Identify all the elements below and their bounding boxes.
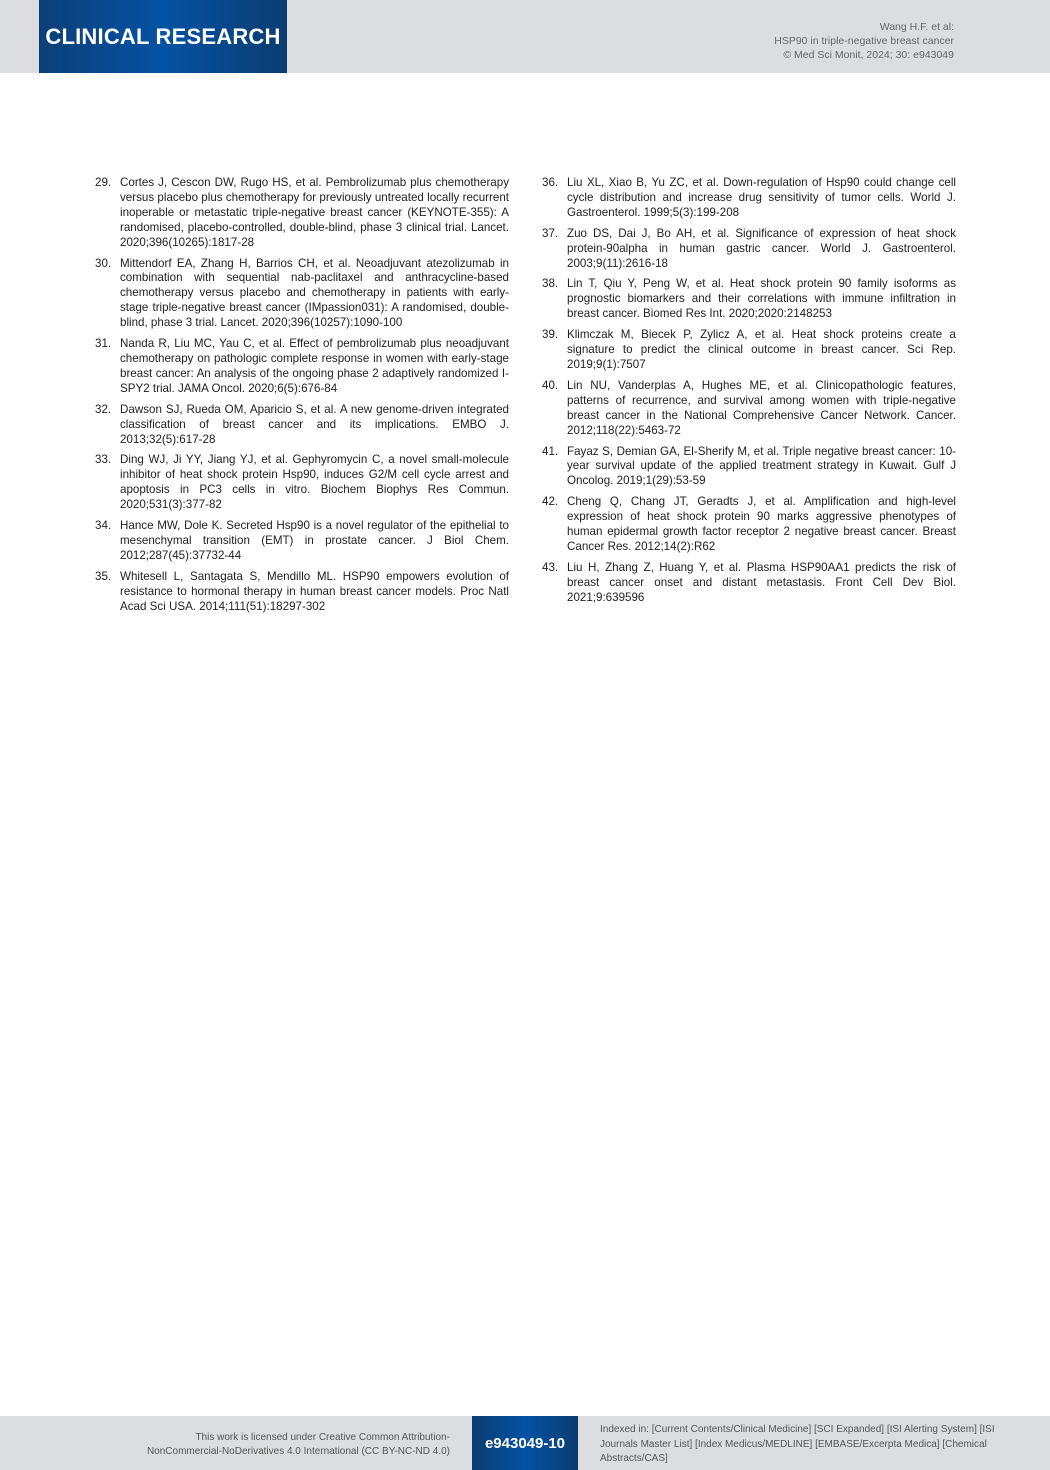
reference-item [95, 257, 509, 332]
section-label: CLINICAL RESEARCH [39, 0, 287, 73]
reference-number: 29. [95, 176, 112, 189]
license-line: NonCommercial-NoDerivatives 4.0 International (CC BY-NC-ND 4.0) [146, 1446, 450, 1457]
indexed-in: Indexed in: [Current Contents/Clinical Medicine] [SCI Expanded] [ISI Alerting System] [ISI Journals Master List] [Index Medicus/MEDLINE] [EMBASE/Excerpta Medica] [Chemical Abstracts/CAS] [600, 1424, 995, 1464]
reference-item [95, 519, 509, 564]
reference-text: Hance MW, Dole K. Secreted Hsp90 is a novel regulator of the epithelial to mesenchymal transition (EMT) in prostate cancer. J Biol Chem. 2012;287(45):37732-44 [120, 519, 509, 562]
reference-item [95, 337, 509, 397]
reference-number: 33. [95, 453, 112, 467]
reference-item [542, 561, 956, 606]
reference-text: Lin T, Qiu Y, Peng W, et al. Heat shock protein 90 family isoforms as prognostic biomarkers and their correlations with immune infiltration in breast cancer. Biomed Res Int. 2020;2020:2148253 [567, 277, 956, 321]
reference-item [95, 570, 509, 615]
reference-text: Cortes J, Cescon DW, Rugo HS, et al. Pembrolizumab plus chemotherapy versus placebo plus chemotherapy for previously untreated locally recurrent inoperable or metastatic triple-negative breast cancer (KEYNOTE-355): A randomised, placebo-controlled, double-blind, phase 3 clinical trial. Lancet. 2020;396(10265):1817-28 [120, 176, 509, 249]
reference-text: Whitesell L, Santagata S, Mendillo ML. HSP90 empowers evolution of resistance to hormonal therapy in human breast cancer models. Proc Natl Acad Sci USA. 2014;111(51):18297-302 [120, 569, 509, 613]
reference-text: Nanda R, Liu MC, Yau C, et al. Effect of pembrolizumab plus neoadjuvant chemotherapy on pathologic complete response in women with early-stage breast cancer: An analysis of the ongoing phase 2 adaptively randomized I-SPY2 trial. JAMA Oncol. 2020;6(5):676-84 [120, 337, 509, 395]
license-text [147, 1431, 450, 1459]
reference-number: 39. [542, 328, 559, 342]
running-head [774, 20, 954, 62]
reference-number: 37. [542, 226, 559, 240]
references-right-column [542, 176, 956, 612]
reference-text: Fayaz S, Demian GA, El-Sherify M, et al. Triple negative breast cancer: 10-year survival update of the applied treatment strategy in Kuwait. Gulf J Oncolog. 2019;1(29):53-59 [567, 444, 956, 488]
running-citation: © Med Sci Monit, 2024; 30: e943049 [783, 49, 954, 61]
running-title: HSP90 in triple-negative breast cancer [774, 35, 954, 47]
reference-number: 35. [95, 569, 112, 583]
reference-item [542, 227, 956, 272]
reference-number: 43. [542, 560, 559, 574]
reference-text: Dawson SJ, Rueda OM, Aparicio S, et al. A new genome-driven integrated classification of breast cancer and its implications. EMBO J. 2013;32(5):617-28 [120, 402, 509, 446]
reference-item [542, 495, 956, 555]
reference-text: Liu XL, Xiao B, Yu ZC, et al. Down-regulation of Hsp90 could change cell cycle distribution and increase drug sensitivity of tumor cells. World J. Gastroenterol. 1999;5(3):199-208 [567, 176, 956, 219]
reference-number: 36. [542, 176, 559, 189]
reference-number: 41. [542, 444, 559, 458]
reference-item [542, 445, 956, 490]
reference-number: 31. [95, 337, 112, 351]
reference-item [542, 277, 956, 322]
reference-item [542, 176, 956, 221]
reference-number: 42. [542, 495, 559, 509]
license-line: This work is licensed under Creative Common Attribution- [195, 1432, 450, 1443]
reference-number: 30. [95, 256, 112, 270]
reference-number: 38. [542, 277, 559, 291]
reference-text: Zuo DS, Dai J, Bo AH, et al. Significance of expression of heat shock protein-90alpha in human gastric cancer. World J. Gastroenterol. 2003;9(11):2616-18 [567, 226, 956, 270]
reference-item [95, 403, 509, 448]
reference-item [542, 328, 956, 373]
page-footer [0, 1416, 1050, 1470]
reference-text: Lin NU, Vanderplas A, Hughes ME, et al. Clinicopathologic features, patterns of recurrence, and survival among women with triple-negative breast cancer in the National Comprehensive Cancer Network. Cancer. 2012;118(22):5463-72 [567, 378, 956, 437]
reference-number: 32. [95, 402, 112, 416]
reference-item [95, 176, 509, 251]
references-left-column [95, 176, 509, 620]
page-header [0, 0, 1050, 73]
page-id: e943049-10 [472, 1416, 578, 1470]
reference-text: Klimczak M, Biecek P, Zylicz A, et al. Heat shock proteins create a signature to predict the clinical outcome in breast cancer. Sci Rep. 2019;9(1):7507 [567, 328, 956, 371]
reference-text: Mittendorf EA, Zhang H, Barrios CH, et al. Neoadjuvant atezolizumab in combination with sequential nab-paclitaxel and anthracycline-based chemotherapy versus placebo and chemotherapy in patients with early-stage triple-negative breast cancer (IMpassion031): A randomised, double-blind, phase 3 trial. Lancet. 2020;396(10257):1090-100 [120, 256, 509, 330]
reference-item [95, 453, 509, 513]
reference-text: Cheng Q, Chang JT, Geradts J, et al. Amplification and high-level expression of heat shock protein 90 marks aggressive phenotypes of human epidermal growth factor receptor 2 negative breast cancer. Breast Cancer Res. 2012;14(2):R62 [567, 495, 956, 553]
reference-text: Liu H, Zhang Z, Huang Y, et al. Plasma HSP90AA1 predicts the risk of breast cancer onset and distant metastasis. Front Cell Dev Biol. 2021;9:639596 [567, 560, 956, 604]
reference-number: 40. [542, 378, 559, 392]
reference-item [542, 379, 956, 439]
running-authors: Wang H.F. et al: [879, 21, 954, 33]
reference-number: 34. [95, 519, 112, 533]
reference-text: Ding WJ, Ji YY, Jiang YJ, et al. Gephyromycin C, a novel small-molecule inhibitor of heat shock protein Hsp90, induces G2/M cell cycle arrest and apoptosis in PC3 cells in vitro. Biochem Biophys Res Commun. 2020;531(3):377-82 [120, 453, 509, 512]
